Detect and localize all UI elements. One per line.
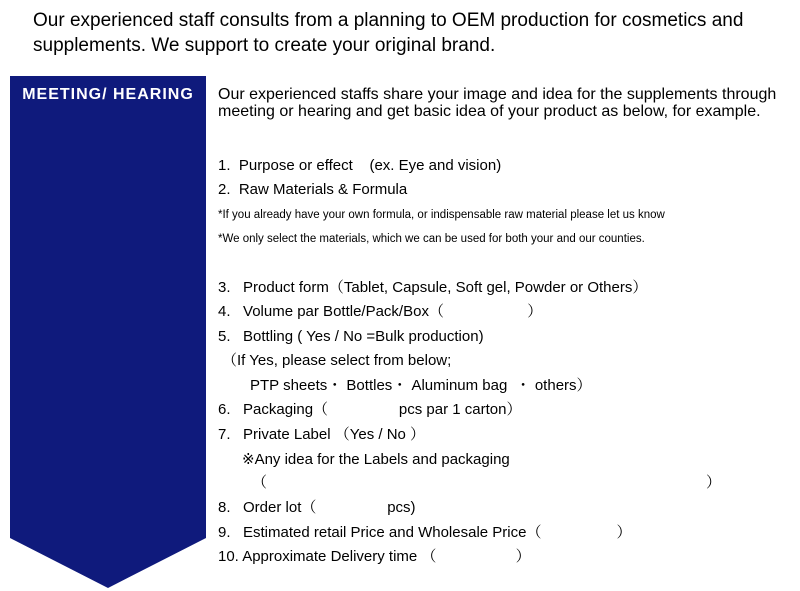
item-bottling-select: （If Yes, please select from below; [222, 352, 452, 369]
intro-text: Our experienced staffs share your image and idea for the supplements through meeting or hearing and get basic idea of your product as below, for example. [218, 86, 777, 120]
item-bottling: 5. Bottling ( Yes / No =Bulk production) [218, 328, 484, 345]
item-price: 9. Estimated retail Price and Wholesale Price（ ） [218, 524, 632, 541]
item-raw-materials: 2. Raw Materials & Formula [218, 181, 408, 198]
note-materials: *We only select the materials, which we can be used for both your and our counties. [218, 233, 645, 245]
label-idea-close-paren: ） [706, 474, 722, 491]
item-delivery: 10. Approximate Delivery time （ ） [218, 548, 531, 565]
banner-title: MEETING/ HEARING [22, 86, 194, 103]
note-formula: *If you already have your own formula, or indispensable raw material please let us know [218, 209, 665, 221]
headline: Our experienced staff consults from a planning to OEM production for cosmetics and supplements. We support to create your original brand. [33, 10, 744, 56]
item-order-lot: 8. Order lot（ pcs) [218, 499, 416, 516]
item-product-form: 3. Product form（Tablet, Capsule, Soft gel, Powder or Others） [218, 279, 648, 296]
item-packaging: 6. Packaging（ pcs par 1 carton） [218, 401, 522, 418]
item-label-idea: ※Any idea for the Labels and packaging [242, 451, 510, 468]
item-bottling-options: PTP sheets・ Bottles・ Aluminum bag ・ others） [250, 377, 592, 394]
meeting-hearing-banner [10, 76, 206, 588]
item-private-label: 7. Private Label （Yes / No ） [218, 426, 426, 443]
item-volume: 4. Volume par Bottle/Pack/Box（ ） [218, 303, 543, 320]
item-purpose: 1. Purpose or effect (ex. Eye and vision) [218, 157, 502, 174]
chevron-banner-shape [10, 76, 206, 588]
label-idea-open-paren: （ [252, 474, 268, 491]
banner-polygon [10, 76, 206, 588]
